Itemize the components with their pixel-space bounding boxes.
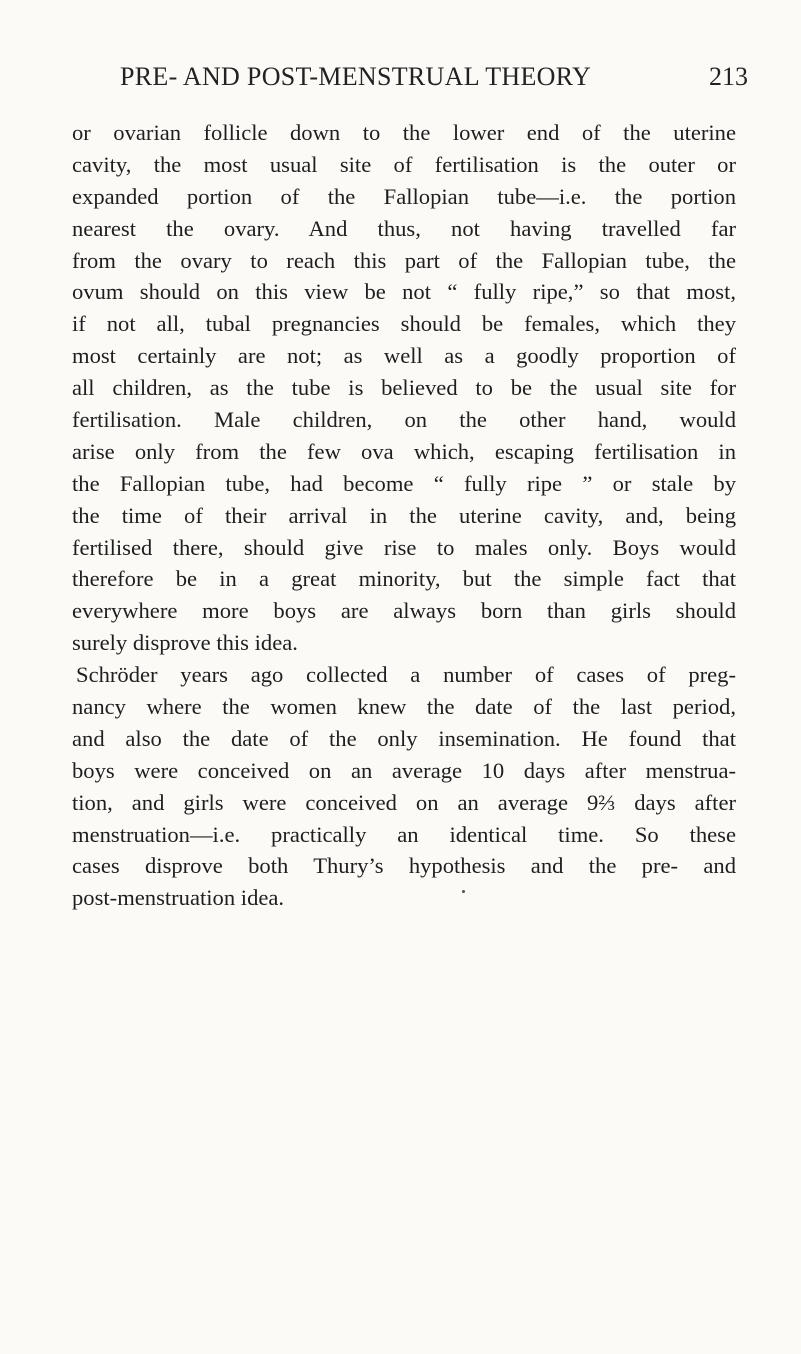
text-line: therefore be in a great minority, but the simple fact that <box>72 566 736 592</box>
text-line: the time of their arrival in the uterine cavity, and, being <box>72 502 736 528</box>
text-line: menstruation—i.e. practically an identical time. So these <box>72 821 736 847</box>
text-line: cases disprove both Thury’s hypothesis and the pre- and <box>72 853 736 879</box>
body-text <box>72 117 736 914</box>
text-line: Schröder years ago collected a number of cases of preg- <box>76 662 736 688</box>
text-line: fertilisation. Male children, on the other hand, would <box>72 407 736 433</box>
text-line: tion, and girls were conceived on an average 9⅔ days after <box>72 789 736 815</box>
paper-speck <box>462 890 465 893</box>
text-line: post-menstruation idea. <box>72 885 285 911</box>
text-line: fertilised there, should give rise to males only. Boys would <box>72 534 736 560</box>
running-head <box>0 62 801 96</box>
text-line: the Fallopian tube, had become “ fully ripe ” or stale by <box>72 470 736 496</box>
text-line: expanded portion of the Fallopian tube—i.e. the portion <box>72 183 736 209</box>
text-line: and also the date of the only insemination. He found that <box>72 725 736 751</box>
text-line: ovum should on this view be not “ fully ripe,” so that most, <box>72 279 736 305</box>
text-line: surely disprove this idea. <box>72 630 298 656</box>
text-line: nearest the ovary. And thus, not having travelled far <box>72 215 736 241</box>
text-line: boys were conceived on an average 10 days after menstrua- <box>72 757 736 783</box>
text-line: from the ovary to reach this part of the Fallopian tube, the <box>72 247 736 273</box>
text-line: everywhere more boys are always born than girls should <box>72 598 736 624</box>
page-number: 213 <box>709 62 748 91</box>
text-line: nancy where the women knew the date of the last period, <box>72 694 736 720</box>
text-line: cavity, the most usual site of fertilisation is the outer or <box>72 151 736 177</box>
text-line: most certainly are not; as well as a goodly proportion of <box>72 343 736 369</box>
text-line: all children, as the tube is believed to be the usual site for <box>72 375 736 401</box>
text-line: or ovarian follicle down to the lower end of the uterine <box>72 120 736 145</box>
text-line: if not all, tubal pregnancies should be females, which they <box>72 311 736 337</box>
text-line: arise only from the few ova which, escaping fertilisation in <box>72 438 736 464</box>
running-title: PRE- AND POST-MENSTRUAL THEORY <box>120 62 592 91</box>
